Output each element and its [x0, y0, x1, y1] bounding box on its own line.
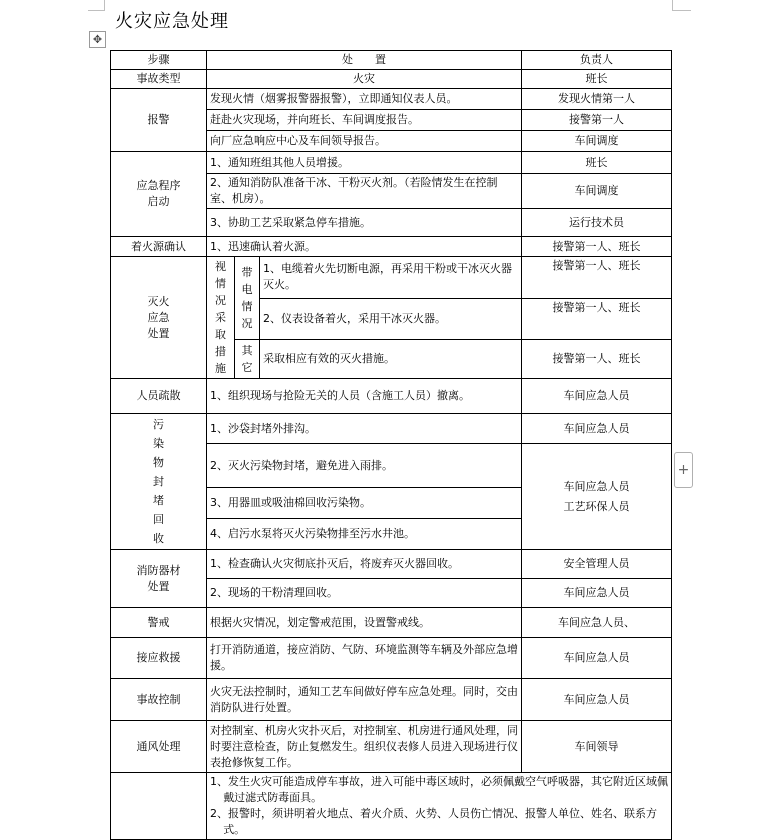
type-row — [111, 70, 672, 89]
add-row-handle[interactable] — [674, 452, 693, 488]
table-row — [111, 152, 672, 174]
page-corner-mark-left — [88, 0, 105, 11]
header-row — [111, 51, 672, 70]
note-item: 2、报警时，须讲明着火地点、着火介质、火势、人员伤亡情况、报警人单位、姓名、联系方式。 — [210, 807, 657, 836]
vent-action: 对控制室、机房火灾扑灭后，对控制室、机房进行通风处理，同时要注意检查，防止复燃发生。组织仪表修人员进入现场进行仪表抢修恢复工作。 — [207, 721, 522, 773]
document-title: 火灾应急处理 — [115, 11, 229, 32]
table-row — [111, 638, 672, 679]
start-label: 应急程序 启动 — [111, 152, 207, 237]
type-label: 事故类型 — [111, 70, 207, 89]
start-owner-3: 运行技术员 — [522, 209, 672, 237]
fire-label: 灭火 应急 处置 — [111, 257, 207, 379]
equipment-owner-2: 车间应急人员 — [522, 579, 672, 608]
cordon-label: 警戒 — [111, 608, 207, 638]
pollution-action-4: 4、启污水泵将灭火污染物排至污水井池。 — [207, 519, 522, 550]
table-row — [111, 773, 672, 840]
pollution-action-3: 3、用器皿或吸油棉回收污染物。 — [207, 488, 522, 519]
fire-action-1: 1、电缆着火先切断电源，再采用干粉或干冰灭火器灭火。 — [260, 257, 522, 299]
table-row — [111, 379, 672, 414]
start-action-3: 3、协助工艺采取紧急停车措施。 — [207, 209, 522, 237]
notes-label-cell — [111, 773, 207, 840]
note-item: 1、发生火灾可能造成停车事故，进入可能中毒区域时，必须佩戴空气呼吸器，其它附近区域佩戴过滤式防毒面具。 — [210, 775, 668, 804]
fire-owner-3: 接警第一人、班长 — [522, 340, 672, 379]
start-owner-1: 班长 — [522, 152, 672, 174]
confirm-owner: 接警第一人、班长 — [522, 237, 672, 257]
evacuate-action: 1、组织现场与抢险无关的人员（含施工人员）撤离。 — [207, 379, 522, 414]
confirm-action: 1、迅速确认着火源。 — [207, 237, 522, 257]
start-action-1: 1、通知班组其他人员增援。 — [207, 152, 522, 174]
vent-owner: 车间领导 — [522, 721, 672, 773]
evacuate-label: 人员疏散 — [111, 379, 207, 414]
vent-label: 通风处理 — [111, 721, 207, 773]
fire-other-label: 其它 — [235, 340, 260, 379]
table-move-handle[interactable] — [89, 31, 106, 48]
control-label: 事故控制 — [111, 679, 207, 721]
fire-action-3: 采取相应有效的灭火措施。 — [260, 340, 522, 379]
start-action-2: 2、通知消防队准备干冰、干粉灭火剂。（若险情发生在控制室、机房）。 — [207, 174, 522, 209]
rescue-label: 接应救援 — [111, 638, 207, 679]
header-action: 处 置 — [207, 51, 522, 70]
table-row — [111, 608, 672, 638]
type-owner: 班长 — [522, 70, 672, 89]
header-step: 步骤 — [111, 51, 207, 70]
alarm-action-1: 发现火情（烟雾报警器报警），立即通知仪表人员。 — [207, 89, 522, 110]
header-owner: 负责人 — [522, 51, 672, 70]
equipment-action-2: 2、现场的干粉清理回收。 — [207, 579, 522, 608]
alarm-action-2: 赶赴火灾现场，并向班长、车间调度报告。 — [207, 110, 522, 131]
fire-owner-2: 接警第一人、班长 — [522, 298, 672, 340]
notes-cell — [207, 773, 672, 840]
evacuate-owner: 车间应急人员 — [522, 379, 672, 414]
page-corner-mark-right — [672, 0, 691, 11]
alarm-label: 报警 — [111, 89, 207, 152]
table-row — [111, 414, 672, 444]
emergency-table — [110, 50, 672, 840]
pollution-action-2: 2、灭火污染物封堵，避免进入雨排。 — [207, 444, 522, 488]
control-owner: 车间应急人员 — [522, 679, 672, 721]
plus-icon: + — [677, 462, 690, 478]
control-action: 火灾无法控制时，通知工艺车间做好停车应急处理。同时，交由消防队进行处置。 — [207, 679, 522, 721]
fire-action-2: 2、仪表设备着火，采用干冰灭火器。 — [260, 298, 522, 340]
move-arrows-icon: ✥ — [92, 33, 103, 46]
table-row — [111, 721, 672, 773]
table-row — [111, 237, 672, 257]
equipment-action-1: 1、检查确认火灾彻底扑灭后，将废弃灭火器回收。 — [207, 550, 522, 579]
start-owner-2: 车间调度 — [522, 174, 672, 209]
pollution-owner-1: 车间应急人员 — [522, 414, 672, 444]
table-row — [111, 89, 672, 110]
pollution-action-1: 1、沙袋封堵外排沟。 — [207, 414, 522, 444]
rescue-owner: 车间应急人员 — [522, 638, 672, 679]
alarm-owner-1: 发现火情第一人 — [522, 89, 672, 110]
pollution-label: 污染物封堵回收 — [111, 414, 207, 550]
rescue-action: 打开消防通道，接应消防、气防、环境监测等车辆及外部应急增援。 — [207, 638, 522, 679]
alarm-owner-2: 接警第一人 — [522, 110, 672, 131]
fire-owner-1: 接警第一人、班长 — [522, 257, 672, 299]
table-row — [111, 257, 672, 299]
type-action: 火灾 — [207, 70, 522, 89]
table-row — [111, 679, 672, 721]
fire-method-label: 视情况采取措施 — [207, 257, 235, 379]
equipment-owner-1: 安全管理人员 — [522, 550, 672, 579]
pollution-shared-owner: 车间应急人员 工艺环保人员 — [522, 444, 672, 550]
alarm-owner-3: 车间调度 — [522, 131, 672, 152]
confirm-label: 着火源确认 — [111, 237, 207, 257]
fire-live-label: 带电情况 — [235, 257, 260, 340]
cordon-owner: 车间应急人员、 — [522, 608, 672, 638]
equipment-label: 消防器材 处置 — [111, 550, 207, 608]
alarm-action-3: 向厂应急响应中心及车间领导报告。 — [207, 131, 522, 152]
cordon-action: 根据火灾情况，划定警戒范围，设置警戒线。 — [207, 608, 522, 638]
table-row — [111, 550, 672, 579]
